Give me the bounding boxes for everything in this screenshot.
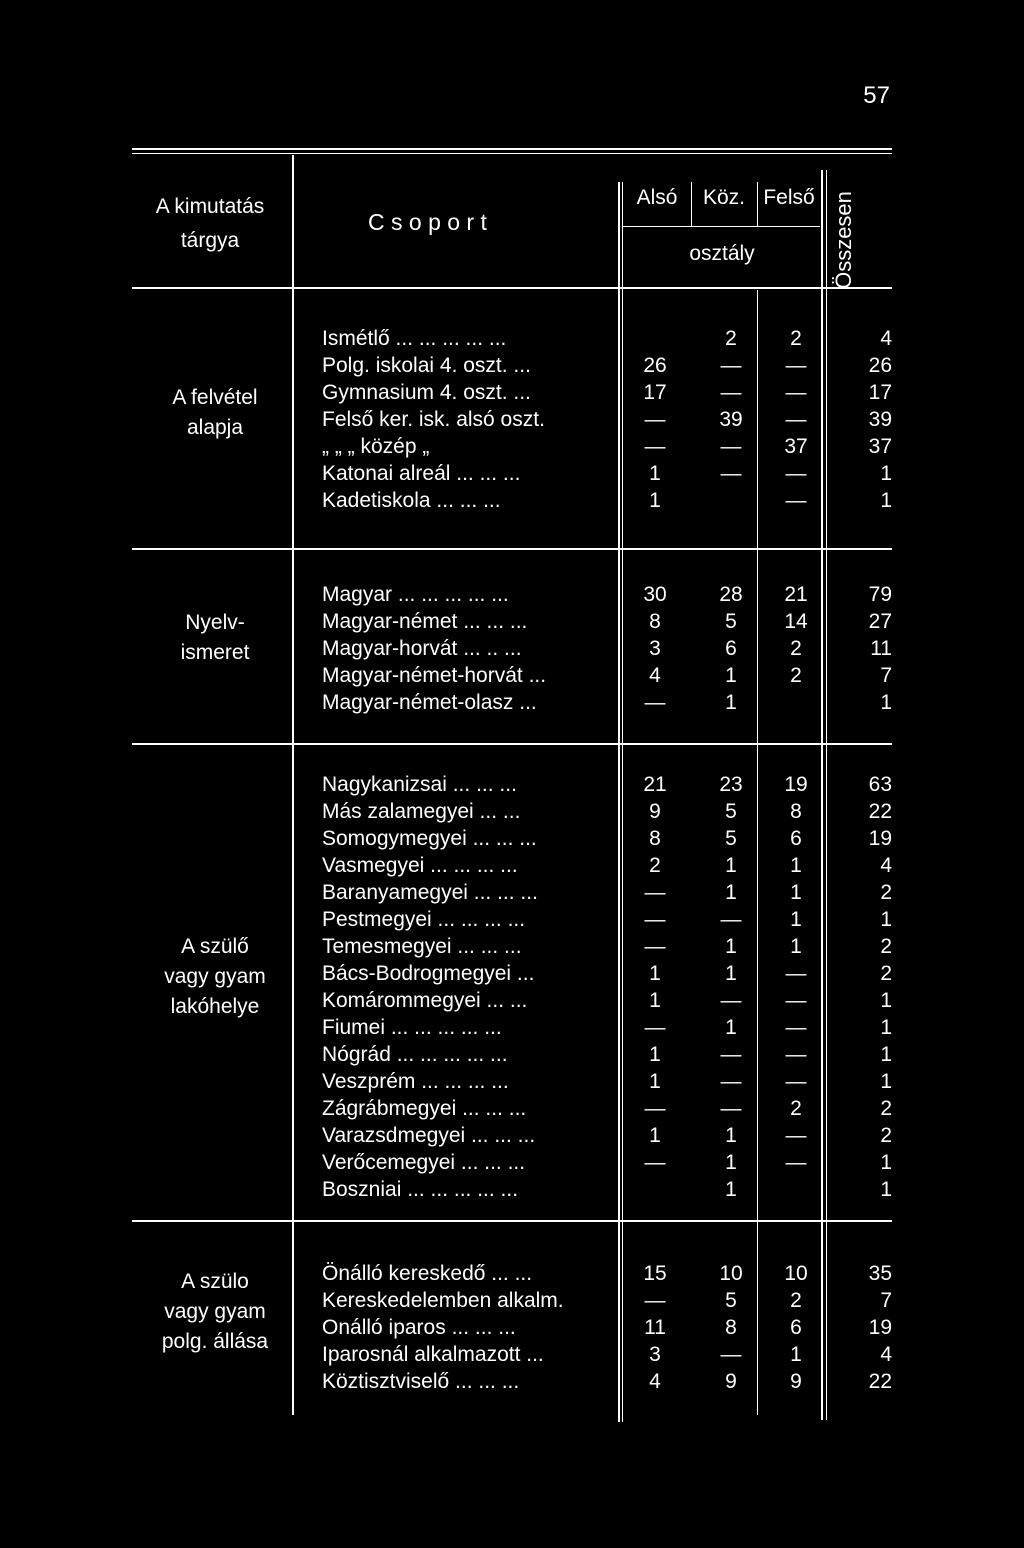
- row-label: Más zalamegyei ... ...: [322, 800, 521, 823]
- section-heading-line: vagy gyam: [164, 1300, 266, 1323]
- table-row: [0, 1368, 1024, 1395]
- cell-felso: 37: [784, 435, 808, 458]
- table-row: [0, 325, 1024, 352]
- section-heading-line: polg. állása: [161, 1330, 269, 1353]
- cell-also: —: [644, 908, 666, 931]
- header-topic-label: [140, 190, 280, 258]
- cell-felso: 8: [790, 800, 802, 823]
- cell-felso: 21: [784, 583, 808, 606]
- cell-also: —: [644, 408, 666, 431]
- cell-felso: —: [785, 1070, 807, 1093]
- table-row: [0, 852, 1024, 879]
- cell-total: 1: [880, 1178, 892, 1201]
- cell-also: 1: [649, 989, 661, 1012]
- table-row: [0, 635, 1024, 662]
- cell-koz: 6: [725, 637, 737, 660]
- row-label: Önálló kereskedő ... ...: [322, 1262, 533, 1285]
- table-row: [0, 771, 1024, 798]
- row-label: Magyar-német-horvát ...: [322, 664, 547, 687]
- table-row: [0, 798, 1024, 825]
- cell-felso: 6: [790, 827, 802, 850]
- cell-koz: 1: [725, 1016, 737, 1039]
- cell-total: 2: [880, 1124, 892, 1147]
- cell-koz: —: [720, 908, 742, 931]
- cell-felso: 2: [790, 1289, 802, 1312]
- cell-felso: —: [785, 354, 807, 377]
- osztaly-rule: [623, 226, 820, 227]
- table-row: [0, 933, 1024, 960]
- cell-koz: 5: [725, 827, 737, 850]
- section-heading-line: Nyelv-: [185, 611, 245, 634]
- header-topic-line-1: A kimutatás: [155, 195, 265, 218]
- section-heading-line: A szülo: [181, 1270, 249, 1293]
- cell-koz: —: [720, 354, 742, 377]
- table-row: [0, 1041, 1024, 1068]
- row-label: Katonai alreál ... ... ...: [322, 462, 521, 485]
- row-label: Kadetiskola ... ... ...: [322, 489, 501, 512]
- row-label: Pestmegyei ... ... ... ...: [322, 908, 526, 931]
- cell-total: 79: [868, 583, 892, 606]
- cell-total: 2: [880, 881, 892, 904]
- cell-koz: —: [720, 1070, 742, 1093]
- table-row: [0, 1149, 1024, 1176]
- cell-also: 1: [649, 1043, 661, 1066]
- cell-also: —: [644, 935, 666, 958]
- cell-felso: 2: [790, 637, 802, 660]
- section-heading-line: lakóhelye: [170, 995, 260, 1018]
- row-label: Köztisztviselő ... ... ...: [322, 1370, 520, 1393]
- row-label: Komárommegyei ... ...: [322, 989, 528, 1012]
- cell-total: 19: [868, 1316, 892, 1339]
- table-row: [0, 1095, 1024, 1122]
- cell-also: 4: [649, 1370, 661, 1393]
- cell-also: 26: [643, 354, 667, 377]
- table-row: [0, 379, 1024, 406]
- cell-also: 30: [643, 583, 667, 606]
- cell-total: 26: [868, 354, 892, 377]
- cell-total: 63: [868, 773, 892, 796]
- cell-also: 3: [649, 1343, 661, 1366]
- cell-felso: 10: [784, 1262, 808, 1285]
- cell-felso: 2: [790, 664, 802, 687]
- row-label: Verőcemegyei ... ... ...: [322, 1151, 526, 1174]
- cell-koz: 5: [725, 1289, 737, 1312]
- section-heading-line: ismeret: [180, 641, 250, 664]
- cell-koz: 1: [725, 854, 737, 877]
- section-rule-3: [132, 1220, 892, 1222]
- cell-total: 22: [868, 1370, 892, 1393]
- row-label: Onálló iparos ... ... ...: [322, 1316, 516, 1339]
- cell-felso: —: [785, 1151, 807, 1174]
- cell-koz: —: [720, 1043, 742, 1066]
- cell-total: 37: [868, 435, 892, 458]
- table-row: [0, 879, 1024, 906]
- cell-total: 1: [880, 908, 892, 931]
- cell-total: 2: [880, 935, 892, 958]
- row-label: Polg. iskolai 4. oszt. ...: [322, 354, 531, 377]
- cell-koz: 1: [725, 1178, 737, 1201]
- cell-also: 1: [649, 962, 661, 985]
- table-row: [0, 1014, 1024, 1041]
- header-col-koz: Köz.: [702, 186, 746, 209]
- cell-also: 8: [649, 610, 661, 633]
- cell-felso: —: [785, 962, 807, 985]
- table-row: [0, 1341, 1024, 1368]
- section-rule-1: [132, 548, 892, 550]
- cell-koz: 2: [725, 327, 737, 350]
- cell-also: 8: [649, 827, 661, 850]
- header-col-osztaly: osztály: [689, 242, 755, 265]
- cell-felso: 1: [790, 881, 802, 904]
- row-label: Boszniai ... ... ... ... ...: [322, 1178, 519, 1201]
- cell-also: —: [644, 881, 666, 904]
- cell-felso: 1: [790, 908, 802, 931]
- row-label: Veszprém ... ... ... ...: [322, 1070, 509, 1093]
- cell-also: 9: [649, 800, 661, 823]
- table-row: [0, 1068, 1024, 1095]
- cell-also: 1: [649, 1070, 661, 1093]
- cell-koz: 1: [725, 935, 737, 958]
- cell-felso: —: [785, 1016, 807, 1039]
- cell-also: 3: [649, 637, 661, 660]
- table-row: [0, 689, 1024, 716]
- cell-felso: 6: [790, 1316, 802, 1339]
- row-label: „ „ „ közép „: [322, 435, 430, 458]
- cell-total: 1: [880, 691, 892, 714]
- section-heading-line: alapja: [186, 416, 244, 439]
- row-label: Magyar-német ... ... ...: [322, 610, 528, 633]
- cell-total: 19: [868, 827, 892, 850]
- cell-total: 1: [880, 989, 892, 1012]
- row-label: Gymnasium 4. oszt. ...: [322, 381, 531, 404]
- table-row: [0, 406, 1024, 433]
- row-label: Somogymegyei ... ... ...: [322, 827, 537, 850]
- cell-also: 1: [649, 462, 661, 485]
- cell-total: 4: [880, 327, 892, 350]
- row-label: Magyar ... ... ... ... ...: [322, 583, 509, 606]
- table-row: [0, 906, 1024, 933]
- section-heading-line: vagy gyam: [164, 965, 266, 988]
- section-rule-2: [132, 743, 892, 745]
- cell-also: —: [644, 1151, 666, 1174]
- cell-total: 1: [880, 1016, 892, 1039]
- row-label: Kereskedelemben alkalm.: [322, 1289, 564, 1312]
- table-row: [0, 1176, 1024, 1203]
- row-label: Felső ker. isk. alsó oszt.: [322, 408, 545, 431]
- cell-felso: 1: [790, 854, 802, 877]
- row-label: Varazsdmegyei ... ... ...: [322, 1124, 536, 1147]
- table-row: [0, 1287, 1024, 1314]
- header-rule: [132, 287, 892, 289]
- cell-koz: 1: [725, 1124, 737, 1147]
- cell-total: 22: [868, 800, 892, 823]
- cell-total: 4: [880, 854, 892, 877]
- table-row: [0, 960, 1024, 987]
- cell-also: 4: [649, 664, 661, 687]
- cell-felso: 2: [790, 327, 802, 350]
- cell-total: 1: [880, 1043, 892, 1066]
- table-row: [0, 825, 1024, 852]
- row-label: Iparosnál alkalmazott ...: [322, 1343, 544, 1366]
- row-label: Bács-Bodrogmegyei ...: [322, 962, 535, 985]
- cell-koz: 9: [725, 1370, 737, 1393]
- header-col-felso: Felső: [763, 186, 815, 209]
- row-label: Magyar-német-olasz ...: [322, 691, 537, 714]
- cell-koz: 1: [725, 962, 737, 985]
- cell-koz: —: [720, 381, 742, 404]
- table-row: [0, 1260, 1024, 1287]
- cell-koz: 1: [725, 881, 737, 904]
- cell-total: 2: [880, 1097, 892, 1120]
- cell-koz: 39: [719, 408, 743, 431]
- cell-total: 1: [880, 462, 892, 485]
- table-row: [0, 487, 1024, 514]
- cell-felso: —: [785, 989, 807, 1012]
- cell-total: 17: [868, 381, 892, 404]
- cell-felso: 2: [790, 1097, 802, 1120]
- table-row: [0, 460, 1024, 487]
- table-row: [0, 608, 1024, 635]
- cell-felso: —: [785, 408, 807, 431]
- cell-also: 17: [643, 381, 667, 404]
- cell-felso: —: [785, 1124, 807, 1147]
- cell-total: 1: [880, 489, 892, 512]
- cell-also: 15: [643, 1262, 667, 1285]
- section-heading-line: A felvétel: [172, 386, 258, 409]
- cell-also: —: [644, 691, 666, 714]
- cell-also: —: [644, 1097, 666, 1120]
- row-label: Ismétlő ... ... ... ... ...: [322, 327, 507, 350]
- cell-felso: —: [785, 462, 807, 485]
- cell-total: 35: [868, 1262, 892, 1285]
- cell-koz: 1: [725, 691, 737, 714]
- cell-also: 21: [643, 773, 667, 796]
- cell-koz: 5: [725, 610, 737, 633]
- cell-also: 11: [644, 1316, 666, 1339]
- section-heading-line: A szülő: [181, 935, 249, 958]
- cell-koz: —: [720, 462, 742, 485]
- cell-total: 7: [880, 1289, 892, 1312]
- cell-total: 1: [880, 1070, 892, 1093]
- cell-total: 7: [880, 664, 892, 687]
- cell-total: 39: [868, 408, 892, 431]
- cell-koz: 10: [719, 1262, 743, 1285]
- cell-koz: 8: [725, 1316, 737, 1339]
- cell-also: 1: [649, 489, 661, 512]
- cell-koz: 1: [725, 664, 737, 687]
- table-row: [0, 1314, 1024, 1341]
- cell-felso: 14: [784, 610, 808, 633]
- row-label: Zágrábmegyei ... ... ...: [322, 1097, 527, 1120]
- cell-also: 2: [649, 854, 661, 877]
- table-row: [0, 352, 1024, 379]
- cell-koz: 5: [725, 800, 737, 823]
- row-label: Magyar-horvát ... .. ...: [322, 637, 522, 660]
- page-number: 57: [863, 82, 890, 109]
- cell-koz: —: [720, 435, 742, 458]
- cell-felso: 9: [790, 1370, 802, 1393]
- cell-koz: —: [720, 1343, 742, 1366]
- cell-felso: —: [785, 381, 807, 404]
- cell-also: —: [644, 1289, 666, 1312]
- row-label: Temesmegyei ... ... ...: [322, 935, 522, 958]
- cell-also: —: [644, 1016, 666, 1039]
- row-label: Fiumei ... ... ... ... ...: [322, 1016, 502, 1039]
- cell-also: —: [644, 435, 666, 458]
- cell-felso: —: [785, 1043, 807, 1066]
- table-row: [0, 1122, 1024, 1149]
- cell-also: 1: [649, 1124, 661, 1147]
- cell-koz: —: [720, 1097, 742, 1120]
- cell-total: 2: [880, 962, 892, 985]
- cell-felso: —: [785, 489, 807, 512]
- header-col-total: Összesen: [831, 191, 856, 289]
- table-row: [0, 581, 1024, 608]
- table-row: [0, 987, 1024, 1014]
- row-label: Baranyamegyei ... ... ...: [322, 881, 538, 904]
- cell-koz: 23: [719, 773, 743, 796]
- top-rule-2: [132, 153, 892, 154]
- cell-total: 1: [880, 1151, 892, 1174]
- cell-total: 4: [880, 1343, 892, 1366]
- row-label: Vasmegyei ... ... ... ...: [322, 854, 518, 877]
- top-rule: [132, 148, 892, 150]
- header-col-also: Alsó: [636, 186, 678, 209]
- cell-felso: 1: [790, 1343, 802, 1366]
- cell-total: 27: [868, 610, 892, 633]
- cell-koz: 28: [719, 583, 743, 606]
- row-label: Nógrád ... ... ... ... ...: [322, 1043, 508, 1066]
- cell-total: 11: [870, 637, 892, 660]
- cell-koz: 1: [725, 1151, 737, 1174]
- cell-koz: —: [720, 989, 742, 1012]
- cell-felso: 19: [784, 773, 808, 796]
- table-row: [0, 662, 1024, 689]
- header-group-label: C s o p o r t: [368, 209, 487, 235]
- table-row: [0, 433, 1024, 460]
- row-label: Nagykanizsai ... ... ...: [322, 773, 517, 796]
- cell-felso: 1: [790, 935, 802, 958]
- header-topic-line-2: tárgya: [180, 229, 240, 252]
